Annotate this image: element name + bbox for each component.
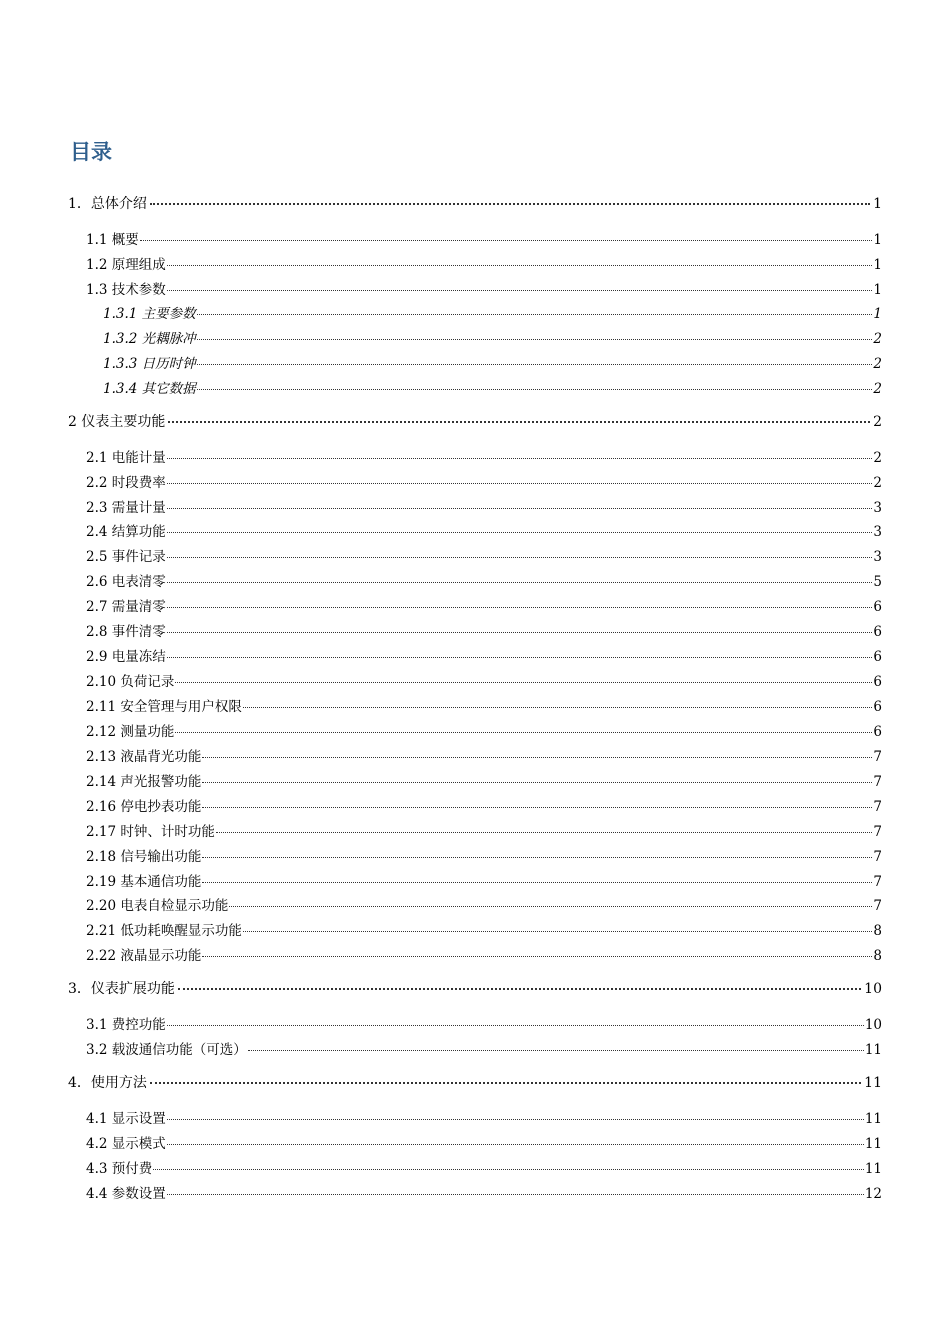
toc-leader-dots	[167, 508, 873, 509]
toc-page-number: 8	[873, 948, 882, 964]
toc-entry-title: 1.3 技术参数	[86, 282, 166, 298]
toc-entry[interactable]	[86, 944, 882, 962]
toc-page-number: 11	[864, 1042, 882, 1058]
toc-page-number: 2	[873, 331, 882, 347]
toc-leader-dots	[248, 1050, 864, 1051]
toc-leader-dots	[202, 807, 872, 808]
toc-leader-dots	[167, 607, 873, 608]
toc-leader-dots	[167, 458, 873, 459]
toc-leader-dots	[167, 290, 873, 291]
toc-leader-dots	[150, 1082, 861, 1084]
toc-page-number: 6	[873, 724, 882, 740]
toc-entry[interactable]	[86, 795, 882, 813]
toc-entry[interactable]	[86, 695, 882, 713]
toc-page-number: 2	[873, 381, 882, 397]
toc-leader-dots	[140, 240, 873, 241]
toc-leader-dots	[167, 1119, 864, 1120]
toc-entry[interactable]	[86, 870, 882, 888]
toc-entry-title: 4.1 显示设置	[86, 1111, 166, 1127]
toc-entry[interactable]	[86, 1038, 882, 1056]
toc-entry-title: 2.21 低功耗唤醒显示功能	[86, 923, 242, 939]
toc-entry-title: 4.3 预付费	[86, 1161, 153, 1177]
toc-entry-title: 2.22 液晶显示功能	[86, 948, 202, 964]
toc-page-number: 8	[873, 923, 882, 939]
toc-entry-title: 2.16 停电抄表功能	[86, 799, 202, 815]
toc-page-number: 1	[873, 196, 882, 212]
toc-leader-dots	[202, 857, 872, 858]
toc-page-number: 7	[873, 849, 882, 865]
toc-entry[interactable]	[86, 278, 882, 296]
toc-entry-title: 2.17 时钟、计时功能	[86, 824, 215, 840]
toc-page-number: 11	[864, 1161, 882, 1177]
toc-leader-dots	[175, 682, 872, 683]
toc-entry[interactable]	[68, 411, 882, 431]
toc-page-number: 7	[873, 749, 882, 765]
toc-leader-dots	[150, 203, 870, 205]
toc-leader-dots	[167, 1194, 864, 1195]
toc-page-number: 6	[873, 699, 882, 715]
toc-leader-dots	[168, 421, 870, 423]
toc-page-number: 7	[873, 824, 882, 840]
toc-entry-title: 2.12 测量功能	[86, 724, 175, 740]
toc-page-number: 7	[873, 774, 882, 790]
toc-entry-title: 1.3.2 光耦脉冲	[103, 331, 196, 347]
toc-entry-title: 2.20 电表自检显示功能	[86, 898, 229, 914]
toc-entry-title: 4．使用方法	[68, 1075, 147, 1091]
toc-entry[interactable]	[86, 1132, 882, 1150]
toc-entry[interactable]	[86, 670, 882, 688]
toc-entry-title: 1.3.1 主要参数	[103, 306, 196, 322]
toc-leader-dots	[167, 582, 873, 583]
toc-entry-title: 1.2 原理组成	[86, 257, 166, 273]
toc-entry[interactable]	[86, 595, 882, 613]
toc-page-number: 3	[873, 549, 882, 565]
toc-page-number: 7	[873, 898, 882, 914]
toc-entry[interactable]	[86, 1157, 882, 1175]
toc-entry[interactable]	[103, 352, 882, 370]
toc-leader-dots	[202, 782, 872, 783]
toc-page-number: 11	[864, 1111, 882, 1127]
toc-leader-dots	[167, 657, 873, 658]
toc-leader-dots	[229, 906, 872, 907]
toc-entry[interactable]	[103, 377, 882, 395]
toc-entry[interactable]	[86, 919, 882, 937]
toc-entry-title: 2.9 电量冻结	[86, 649, 166, 665]
toc-entry[interactable]	[68, 193, 882, 213]
toc-entry[interactable]	[86, 520, 882, 538]
toc-page-number: 3	[873, 500, 882, 516]
toc-entry[interactable]	[103, 302, 882, 320]
toc-entry-title: 3.2 载波通信功能（可选）	[86, 1042, 247, 1058]
toc-entry[interactable]	[86, 770, 882, 788]
toc-entry[interactable]	[103, 327, 882, 345]
toc-leader-dots	[197, 339, 873, 340]
toc-entry[interactable]	[86, 496, 882, 514]
toc-entry[interactable]	[86, 645, 882, 663]
toc-entry[interactable]	[86, 894, 882, 912]
toc-leader-dots	[167, 483, 873, 484]
toc-entry[interactable]	[86, 720, 882, 738]
toc-leader-dots	[167, 557, 873, 558]
toc-entry[interactable]	[86, 1107, 882, 1125]
toc-page-number: 6	[873, 674, 882, 690]
toc-leader-dots	[167, 632, 873, 633]
toc-entry[interactable]	[86, 745, 882, 763]
toc-page-number: 5	[873, 574, 882, 590]
toc-entry-title: 3.1 费控功能	[86, 1017, 166, 1033]
toc-entry[interactable]	[86, 228, 882, 246]
toc-entry-title: 4.2 显示模式	[86, 1136, 166, 1152]
toc-page-number: 7	[873, 799, 882, 815]
toc-entry-title: 2.11 安全管理与用户权限	[86, 699, 242, 715]
toc-entry[interactable]	[86, 471, 882, 489]
toc-entry[interactable]	[68, 1072, 882, 1092]
toc-entry-title: 2.8 事件清零	[86, 624, 166, 640]
toc-entry-title: 2.10 负荷记录	[86, 674, 175, 690]
toc-entry-title: 2.5 事件记录	[86, 549, 166, 565]
toc-page-number: 6	[873, 624, 882, 640]
toc-page-number: 10	[864, 1017, 882, 1033]
toc-entry-title: 3．仪表扩展功能	[68, 981, 175, 997]
toc-entry[interactable]	[86, 845, 882, 863]
toc-entry-title: 1.1 概要	[86, 232, 139, 248]
toc-page-number: 6	[873, 649, 882, 665]
toc-leader-dots	[202, 956, 872, 957]
toc-leader-dots	[167, 1144, 864, 1145]
toc-page-number: 2	[873, 475, 882, 491]
toc-entry-title: 2 仪表主要功能	[68, 414, 166, 430]
toc-entry-title: 2.6 电表清零	[86, 574, 166, 590]
toc-page-number: 7	[873, 874, 882, 890]
toc-entry-title: 1．总体介绍	[68, 196, 147, 212]
toc-page-number: 10	[864, 981, 882, 997]
toc-entry[interactable]	[86, 1013, 882, 1031]
toc-entry[interactable]	[68, 978, 882, 998]
toc-page-number: 1	[873, 257, 882, 273]
toc-entry[interactable]	[86, 545, 882, 563]
toc-page-number: 1	[873, 232, 882, 248]
toc-entry[interactable]	[86, 253, 882, 271]
toc-entry-title: 2.19 基本通信功能	[86, 874, 202, 890]
toc-entry-title: 2.14 声光报警功能	[86, 774, 202, 790]
toc-leader-dots	[197, 389, 873, 390]
toc-leader-dots	[167, 532, 873, 533]
toc-leader-dots	[167, 1025, 864, 1026]
toc-page-number: 11	[864, 1075, 882, 1091]
toc-entry-title: 2.4 结算功能	[86, 524, 166, 540]
toc-page-number: 3	[873, 524, 882, 540]
toc-entry[interactable]	[86, 820, 882, 838]
toc-leader-dots	[202, 757, 872, 758]
toc-title: 目录	[70, 140, 112, 164]
toc-entry-title: 2.2 时段费率	[86, 475, 166, 491]
toc-entry-title: 2.3 需量计量	[86, 500, 166, 516]
toc-leader-dots	[153, 1169, 864, 1170]
toc-page-number: 11	[864, 1136, 882, 1152]
toc-leader-dots	[178, 988, 861, 990]
toc-entry-title: 1.3.3 日历时钟	[103, 356, 196, 372]
toc-page-number: 2	[873, 356, 882, 372]
toc-page-number: 1	[873, 306, 882, 322]
toc-leader-dots	[243, 707, 873, 708]
toc-leader-dots	[216, 832, 873, 833]
toc-page-number: 12	[864, 1186, 882, 1202]
toc-entry-title: 2.1 电能计量	[86, 450, 166, 466]
toc-leader-dots	[175, 732, 872, 733]
toc-entry[interactable]	[86, 1182, 882, 1200]
toc-entry-title: 4.4 参数设置	[86, 1186, 166, 1202]
toc-entry-title: 2.7 需量清零	[86, 599, 166, 615]
toc-page-number: 6	[873, 599, 882, 615]
toc-leader-dots	[197, 314, 873, 315]
toc-leader-dots	[167, 265, 873, 266]
toc-entry[interactable]	[86, 570, 882, 588]
toc-entry[interactable]	[86, 620, 882, 638]
toc-entry-title: 1.3.4 其它数据	[103, 381, 196, 397]
toc-page-number: 1	[873, 282, 882, 298]
toc-entry-title: 2.13 液晶背光功能	[86, 749, 202, 765]
toc-leader-dots	[243, 931, 873, 932]
toc-page-number: 2	[873, 450, 882, 466]
toc-leader-dots	[197, 364, 873, 365]
toc-leader-dots	[202, 882, 872, 883]
toc-page-number: 2	[873, 414, 882, 430]
toc-entry[interactable]	[86, 446, 882, 464]
toc-entry-title: 2.18 信号输出功能	[86, 849, 202, 865]
